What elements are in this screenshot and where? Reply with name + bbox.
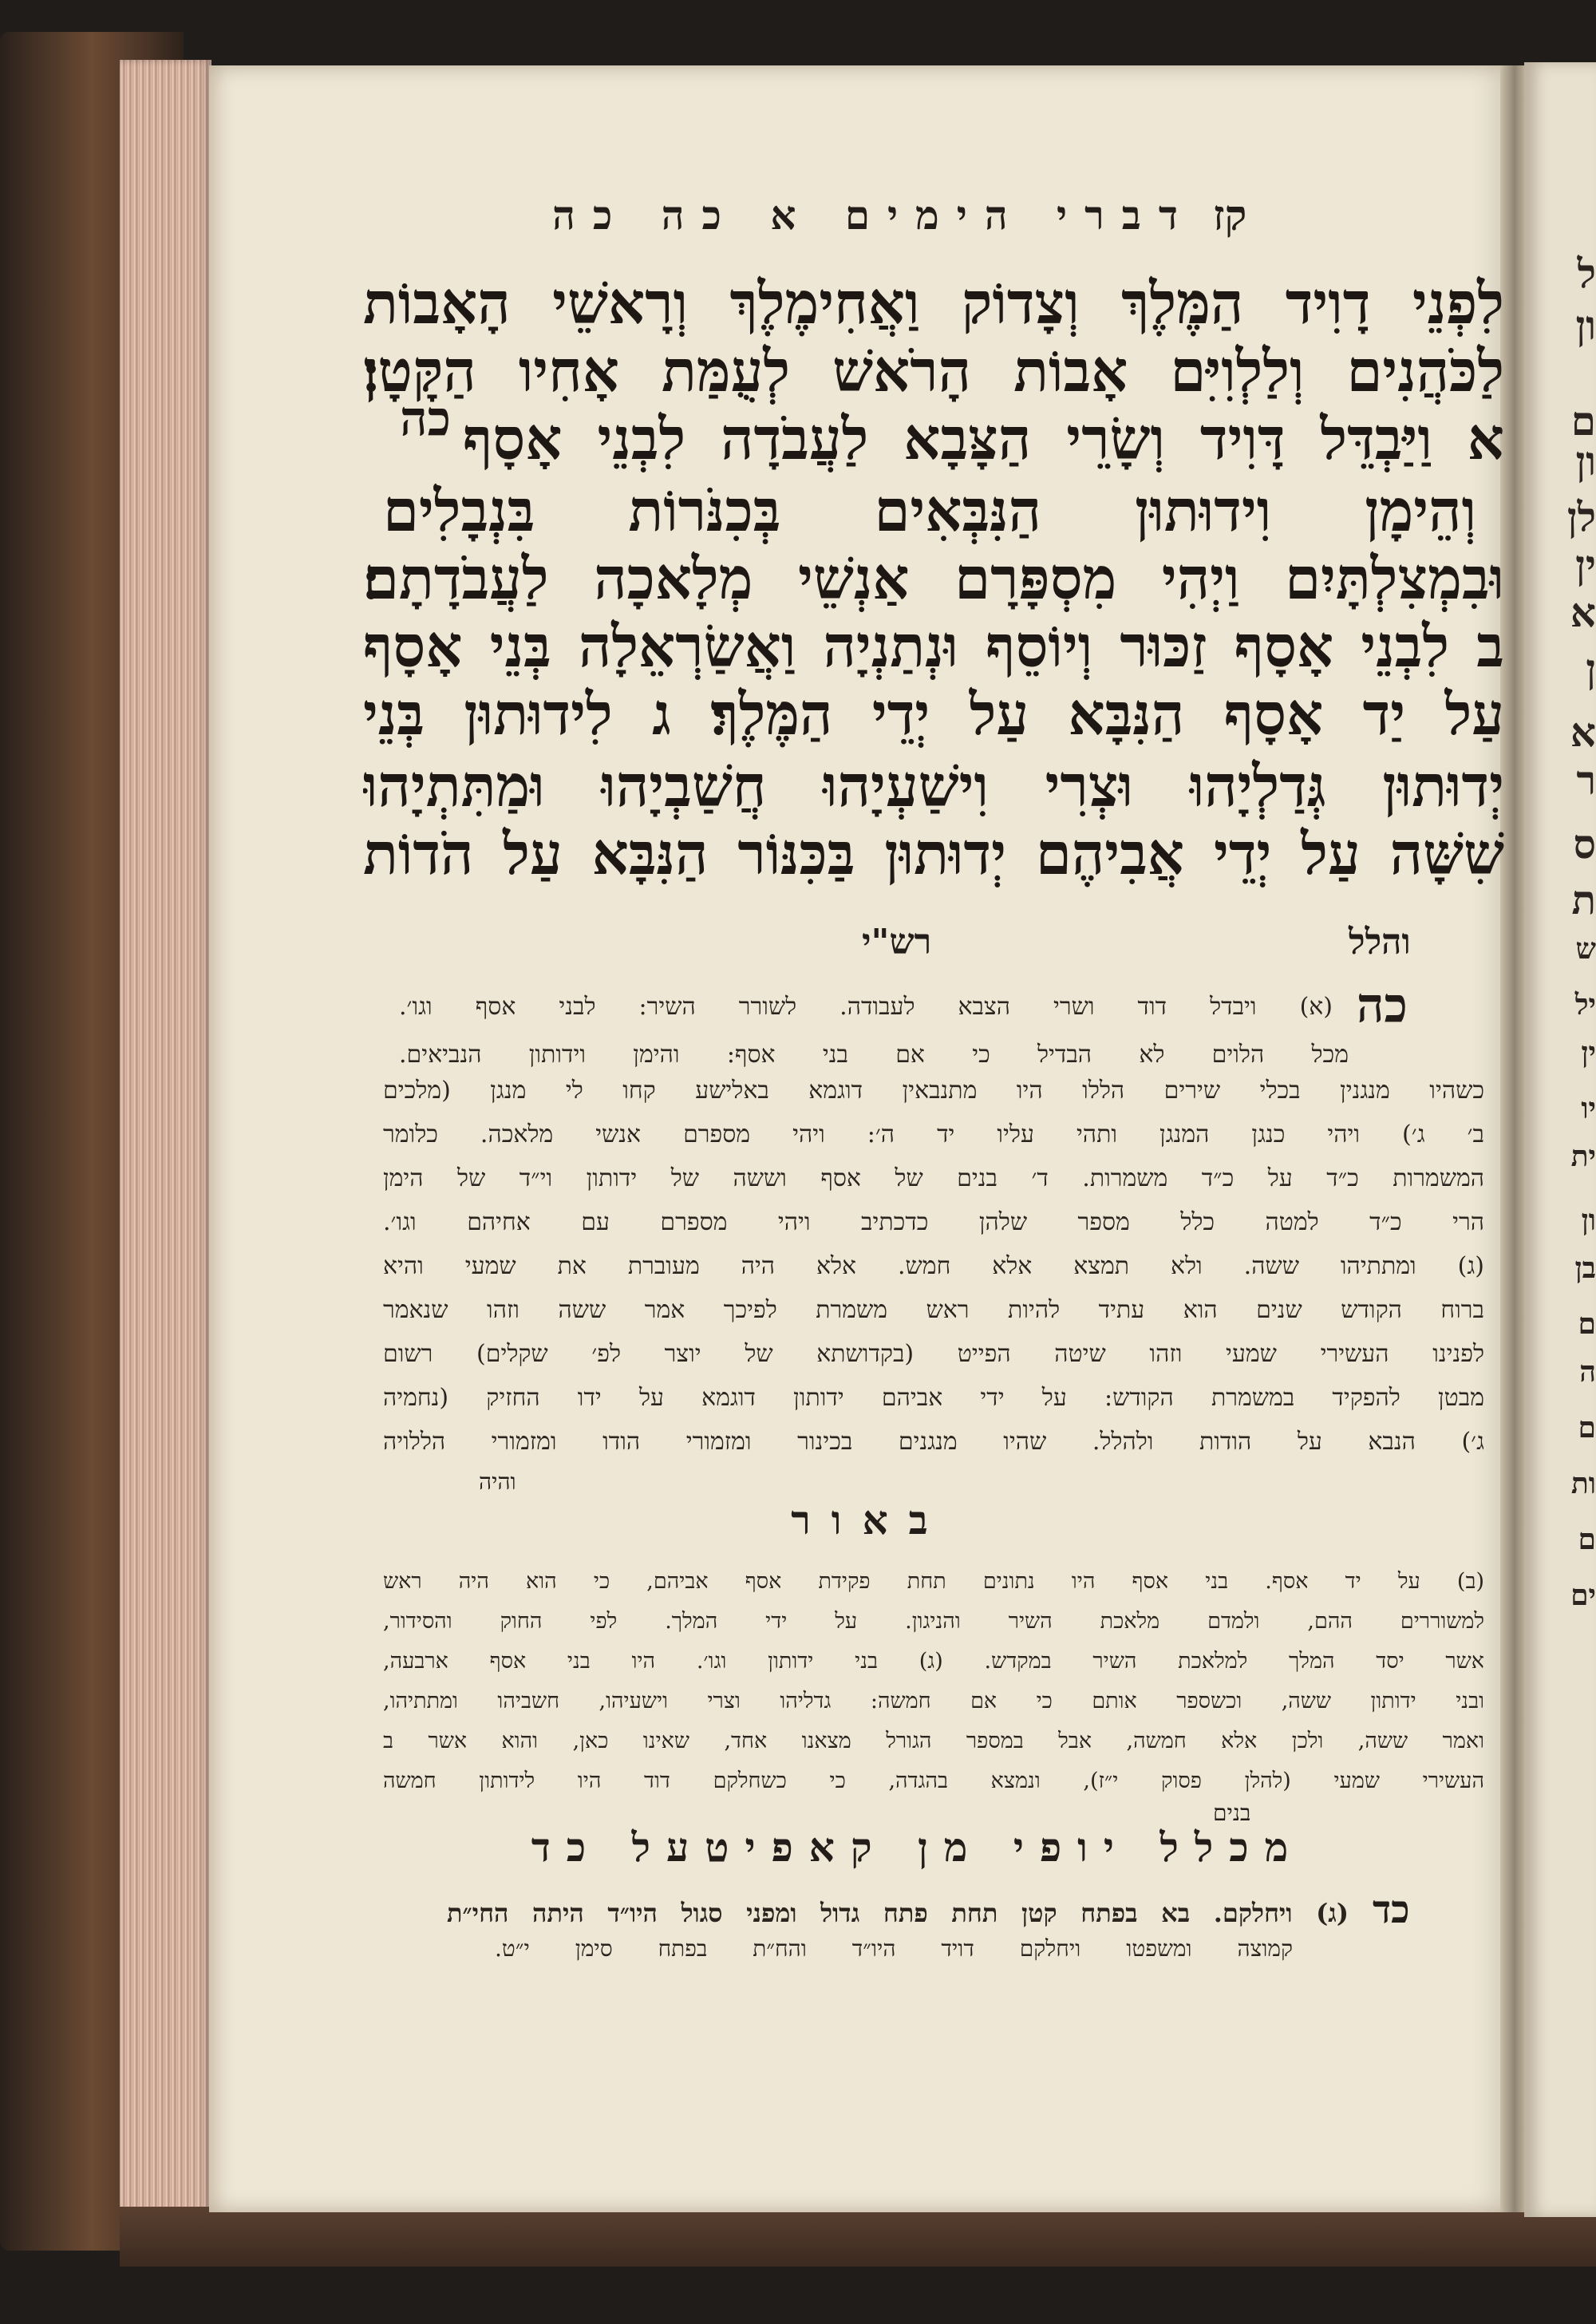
rashi-line: כשהיו מנגנין בכלי שירים הללו היו מתנבאין דוגמא באלישע קחו לי מנגן (מלכים [383, 1077, 1484, 1105]
rashi-line: ברוח הקודש שנים הוא עתיד להיות ראש משמרת לפיכך אמר ששה וזהו שנאמר [383, 1296, 1484, 1324]
miklal-yofi-title: מכלל יופי מן קאפיטעל כד [531, 1824, 1305, 1871]
rashi-line: הרי כ״ד למטה כלל מספר שלהן כדכתיב ויהי מספרם עם אחיהם וגו׳. [383, 1208, 1484, 1236]
facing-page-fragment: ס [1573, 820, 1596, 868]
rashi-footer-catchword: והיה [479, 1468, 516, 1495]
facing-page-fragment: ות [1570, 1467, 1596, 1500]
biur-title: באור [791, 1496, 949, 1543]
facing-page-fragment: יו [1581, 1092, 1596, 1125]
facing-page-fragment: ם [1578, 1523, 1596, 1556]
verse-line: א וַיַּבְדֵּל דָּוִיד וְשָׂרֵי הַצָּבָא לַעֲבֹדָה לִבְנֵי אָסָף [463, 405, 1504, 472]
chapter-marker: כה [400, 391, 451, 447]
facing-page-fragment: ש [1575, 932, 1596, 966]
verse-line: וּבִמְצִלְתָּיִם וַיְהִי מִסְפָּרָם אַנְשֵׁי מְלָאכָה לַעֲבֹדָתָם׃ [363, 544, 1504, 612]
biur-line: העשירי שמעי (להלן פסוק י״ז), ונמצא בהגדה, כי כשחלקם דוד היו לידותון חמשה [383, 1769, 1484, 1793]
facing-page-fragment: ם [1570, 397, 1596, 445]
rashi-line: (ג) ומתתיהו ששה. ולא תמצא אלא חמש. אלא היה מעוברת את שמעי והיא [383, 1252, 1484, 1280]
facing-page-fragment: יל [1574, 988, 1596, 1022]
folio-number: קז [1213, 192, 1247, 240]
biur-line: ובני ידותון ששה, וכשספר אותם כי אם חמשה: גדליהו וצרי וישעיהו, חשביהו ומתתיהו, [383, 1689, 1484, 1713]
facing-page-fragment: ת [1571, 876, 1596, 923]
rashi-catchword: והלל [1349, 922, 1411, 962]
facing-page-fragment: ן [1586, 645, 1596, 692]
biur-catchword: בנים [1213, 1800, 1251, 1826]
verse-line: ב לִבְנֵי אָסָף זַכּוּר וְיוֹסֵף וּנְתַנְיָה וַאֲשַׂרְאֵלָה בְּנֵי אָסָף [363, 612, 1504, 680]
facing-page-fragment: א [1570, 709, 1596, 756]
facing-page-fragment: ון [1581, 1204, 1596, 1237]
miklal-yofi-line: (ג) ויחלקם. בא בפתח קטן תחת פתח גדול ומפני סגול היו״ד היתה החי״ת [447, 1898, 1349, 1928]
facing-page-fragment: ם [1578, 1411, 1596, 1445]
facing-page-fragment: ית [1570, 1140, 1596, 1173]
page-edges [120, 60, 211, 2215]
facing-page-fragment: ים [1570, 1579, 1596, 1612]
rashi-line: לפנינו העשירי שמעי וזהו שיטה הפייט (בקדושתא של יוצר לפ׳ שקלים) רשום [383, 1340, 1484, 1368]
facing-page-fragment: ין [1575, 541, 1596, 588]
verse-line: יְדוּתוּן גְּדַלְיָהוּ וּצְרִי וִישַׁעְיָהוּ חֲשַׁבְיָהוּ וּמַתִּתְיָהוּ [363, 752, 1504, 820]
rashi-label: רש"י [862, 922, 932, 962]
rashi-line: המשמרות כ״ד על כ״ד משמרות. ד׳ בנים של אסף וששה של ידותון וי״ד של הימן [383, 1164, 1484, 1192]
rashi-line: מבטן להפקיד במשמרת הקודש: על ידי אביהם ידותון דוגמא על ידו החזיק (נחמיה [383, 1384, 1484, 1412]
facing-page [1524, 62, 1596, 2217]
running-header: דברי הימים א כה כה [552, 192, 1195, 239]
facing-page-fragment: ון [1575, 437, 1596, 484]
facing-page-fragment: ון [1575, 302, 1596, 349]
facing-page-fragment: בן [1574, 1251, 1596, 1285]
facing-page-fragment: לן [1566, 493, 1596, 540]
miklal-yofi-line: קמוצה ומשפטו ויחלקם דויד היו״ד והח״ת בפתח סימן י״ט. [495, 1935, 1293, 1962]
rashi-line: ג׳) הנבא על הודות ולהלל. שהיו מנגנים בכינור ומזמורי הודו ומזמורי הללויה [383, 1428, 1484, 1456]
biur-line: למשוררים ההם, ולמדם מלאכת השיר והניגון. על ידי המלך. לפי החוק והסידור, [383, 1609, 1484, 1634]
facing-page-fragment: ל [1577, 250, 1596, 297]
facing-page-fragment: ם [1578, 1307, 1596, 1341]
facing-page-fragment: ין [1581, 1036, 1596, 1069]
rashi-line: מכל הלוים לא הבדיל כי אם בני אסף: והימן וידותון הנביאים. [399, 1041, 1349, 1069]
verse-line: שִׁשָּׁה עַל יְדֵי אֲבִיהֶם יְדוּתוּן בַּכִּנּוֹר הַנִּבָּא עַל הֹדוֹת [363, 820, 1504, 887]
book-cover-bottom [120, 2207, 1596, 2267]
rashi-chapter-marker: כה [1357, 978, 1408, 1034]
rashi-line: (א) ויבדל דוד ושרי הצבא לעבודה. לשורר השיר: לבני אסף וגו׳. [399, 993, 1333, 1021]
facing-page-fragment: א [1570, 589, 1596, 636]
verse-line: לִפְנֵי דָוִיד הַמֶּלֶךְ וְצָדוֹק וַאֲחִימֶלֶךְ וְרָאשֵׁי הָאָבוֹת [363, 269, 1504, 337]
verse-line: וְהֵימָן וִידוּתוּן הַנִּבְּאִים בְּכִנֹּרוֹת בִּנְבָלִים [383, 476, 1476, 544]
facing-page-fragment: ה [1579, 1355, 1596, 1389]
verse-line: עַל יַד אָסָף הַנִּבָּא עַל יְדֵי הַמֶּלֶךְ׃ ג לִידוּתוּן בְּנֵי [363, 680, 1504, 748]
biur-line: ואמר ששה, ולכן אלא חמשה, אבל במספר הגורל מצאנו אחד, שאינו כאן, והוא אשר ב [383, 1729, 1484, 1753]
biur-line: אשר יסד המלך למלאכת השיר במקדש. (ג) בני ידותון וגו׳. היו בני אסף ארבעה, [383, 1649, 1484, 1674]
rashi-line: ב׳ ג׳) ויהי כנגן המנגן ותהי עליו יד ה׳: ויהי מספרם אנשי מלאכה. כלומר [383, 1120, 1484, 1148]
biur-line: (ב) על יד אסף. בני אסף היו נתונים תחת פקידת אסף אביהם, כי הוא היה ראש [383, 1569, 1484, 1594]
verse-line: לַכֹּהֲנִים וְלַלְוִיִּם אָבוֹת הָרֹאשׁ לְעֻמַּת אָחִיו הַקָּטָן׃ [363, 337, 1504, 405]
facing-page-fragment: ר [1576, 757, 1596, 804]
miklal-yofi-chapter-marker: כד [1373, 1887, 1410, 1932]
